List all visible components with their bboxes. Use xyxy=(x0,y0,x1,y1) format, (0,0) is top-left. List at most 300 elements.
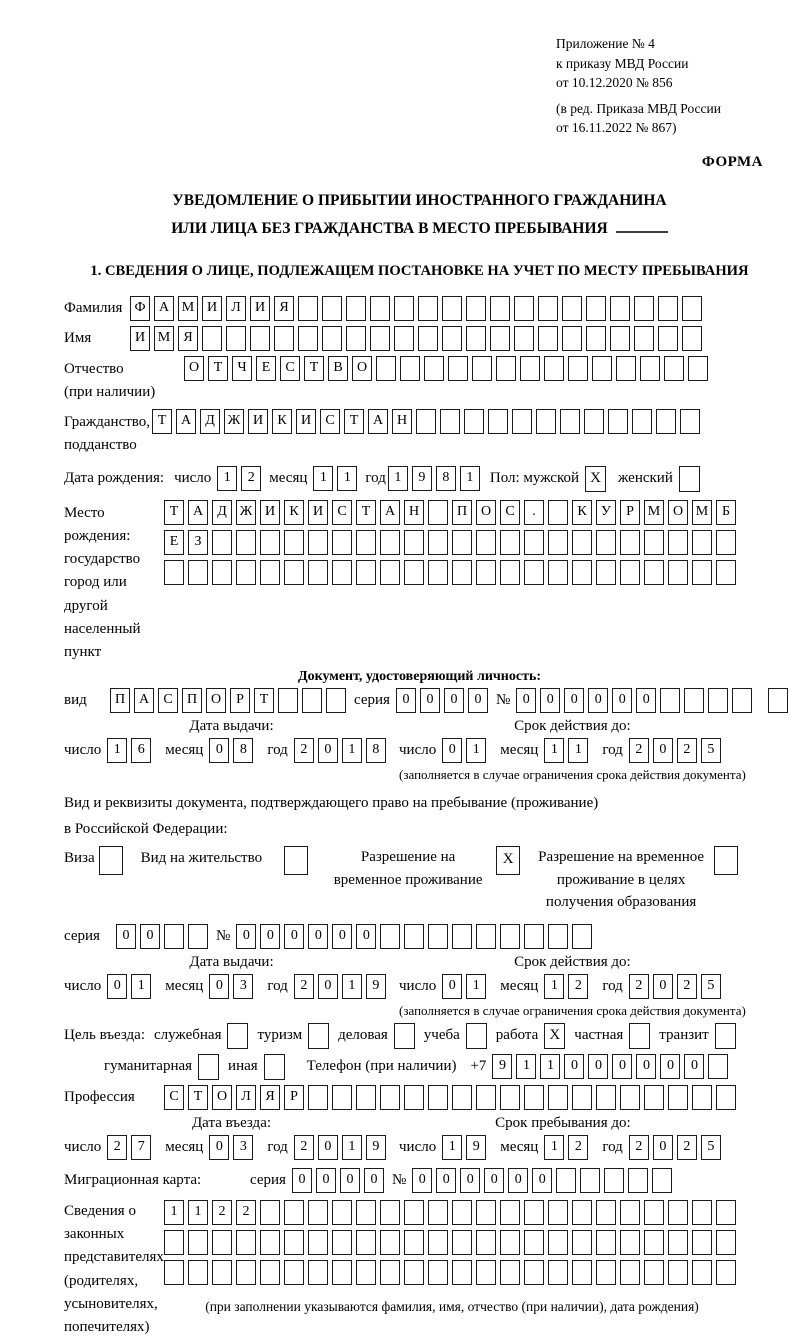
temp-residence-checkbox[interactable]: X xyxy=(496,846,520,875)
residence-number-cell[interactable]: 0 xyxy=(260,924,280,949)
representative-cell[interactable] xyxy=(164,1260,184,1285)
representative-cell[interactable] xyxy=(620,1260,640,1285)
firstname-cell[interactable] xyxy=(610,326,630,351)
form-cell[interactable]: 0 xyxy=(653,974,673,999)
doc-kind-cell[interactable]: П xyxy=(182,688,202,713)
doc-kind-cell[interactable]: Р xyxy=(230,688,250,713)
doc-number-cell[interactable]: 0 xyxy=(564,688,584,713)
representative-cell[interactable] xyxy=(260,1230,280,1255)
patronymic-cell[interactable] xyxy=(448,356,468,381)
form-cell[interactable]: 0 xyxy=(318,1135,338,1160)
representative-cell[interactable] xyxy=(260,1200,280,1225)
firstname-cell[interactable]: Я xyxy=(178,326,198,351)
birthplace-cell[interactable]: М xyxy=(644,500,664,525)
representative-cell[interactable] xyxy=(596,1200,616,1225)
firstname-cell[interactable] xyxy=(658,326,678,351)
doc-kind-cell[interactable]: А xyxy=(134,688,154,713)
form-cell[interactable]: 1 xyxy=(342,974,362,999)
doc-series-cell[interactable]: 0 xyxy=(444,688,464,713)
patronymic-cell[interactable] xyxy=(472,356,492,381)
form-cell[interactable]: 9 xyxy=(366,974,386,999)
representative-cell[interactable] xyxy=(428,1260,448,1285)
surname-cell[interactable] xyxy=(610,296,630,321)
doc-number-cell[interactable]: 0 xyxy=(516,688,536,713)
patronymic-cell[interactable]: Т xyxy=(208,356,228,381)
residence-series-cell[interactable] xyxy=(164,924,184,949)
residence-number-cell[interactable]: 0 xyxy=(284,924,304,949)
representative-cell[interactable] xyxy=(524,1230,544,1255)
profession-cell[interactable] xyxy=(332,1085,352,1110)
form-cell[interactable]: 1 xyxy=(131,974,151,999)
doc-series-cell[interactable]: 0 xyxy=(420,688,440,713)
form-cell[interactable]: 2 xyxy=(294,1135,314,1160)
birthplace-cell[interactable] xyxy=(500,560,520,585)
surname-cell[interactable] xyxy=(394,296,414,321)
migration-number-cell[interactable] xyxy=(604,1168,624,1193)
representative-cell[interactable] xyxy=(524,1260,544,1285)
form-cell[interactable]: 9 xyxy=(366,1135,386,1160)
birthplace-cell[interactable] xyxy=(308,560,328,585)
form-cell[interactable]: 2 xyxy=(677,738,697,763)
birthplace-cell[interactable]: Д xyxy=(212,500,232,525)
profession-cell[interactable] xyxy=(596,1085,616,1110)
phone-cell[interactable]: 0 xyxy=(588,1054,608,1079)
representative-cell[interactable] xyxy=(500,1200,520,1225)
form-cell[interactable]: 1 xyxy=(544,974,564,999)
patronymic-cell[interactable] xyxy=(400,356,420,381)
surname-cell[interactable] xyxy=(658,296,678,321)
doc-series-cell[interactable]: 0 xyxy=(468,688,488,713)
form-cell[interactable]: 5 xyxy=(701,1135,721,1160)
firstname-cell[interactable] xyxy=(634,326,654,351)
form-cell[interactable]: 2 xyxy=(677,1135,697,1160)
migration-series-cell[interactable]: 0 xyxy=(292,1168,312,1193)
representative-cell[interactable] xyxy=(500,1260,520,1285)
profession-cell[interactable] xyxy=(716,1085,736,1110)
birthplace-cell[interactable]: . xyxy=(524,500,544,525)
phone-cell[interactable]: 0 xyxy=(660,1054,680,1079)
migration-number-cell[interactable] xyxy=(628,1168,648,1193)
birthplace-cell[interactable]: Т xyxy=(164,500,184,525)
surname-cell[interactable]: А xyxy=(154,296,174,321)
birthplace-cell[interactable] xyxy=(356,530,376,555)
representative-cell[interactable] xyxy=(452,1260,472,1285)
citizenship-cell[interactable]: А xyxy=(368,409,388,434)
surname-cell[interactable]: М xyxy=(178,296,198,321)
residence-number-cell[interactable]: 0 xyxy=(332,924,352,949)
birthplace-cell[interactable]: Н xyxy=(404,500,424,525)
surname-cell[interactable] xyxy=(346,296,366,321)
citizenship-cell[interactable]: Д xyxy=(200,409,220,434)
doc-kind-cell[interactable]: П xyxy=(110,688,130,713)
birthplace-cell[interactable] xyxy=(524,560,544,585)
firstname-cell[interactable]: М xyxy=(154,326,174,351)
form-cell[interactable]: 2 xyxy=(629,738,649,763)
representative-cell[interactable] xyxy=(692,1200,712,1225)
patronymic-cell[interactable] xyxy=(424,356,444,381)
doc-kind-cell[interactable]: Т xyxy=(254,688,274,713)
profession-cell[interactable] xyxy=(548,1085,568,1110)
representative-cell[interactable] xyxy=(524,1200,544,1225)
form-cell[interactable]: 8 xyxy=(366,738,386,763)
purpose-transit-checkbox[interactable] xyxy=(715,1023,736,1049)
form-cell[interactable]: 1 xyxy=(568,738,588,763)
birthplace-cell[interactable]: Е xyxy=(164,530,184,555)
doc-number-cell[interactable]: 0 xyxy=(588,688,608,713)
representative-cell[interactable] xyxy=(164,1230,184,1255)
birthplace-cell[interactable] xyxy=(452,530,472,555)
birth-year-cell[interactable]: 1 xyxy=(388,466,408,491)
phone-cell[interactable]: 9 xyxy=(492,1054,512,1079)
residence-number-cell[interactable] xyxy=(572,924,592,949)
representative-cell[interactable] xyxy=(572,1260,592,1285)
residence-permit-checkbox[interactable] xyxy=(284,846,308,875)
form-cell[interactable]: 1 xyxy=(544,738,564,763)
birthplace-cell[interactable] xyxy=(500,530,520,555)
form-cell[interactable]: 0 xyxy=(107,974,127,999)
birthplace-cell[interactable] xyxy=(332,530,352,555)
citizenship-cell[interactable]: С xyxy=(320,409,340,434)
form-cell[interactable]: 1 xyxy=(466,738,486,763)
purpose-private-checkbox[interactable] xyxy=(629,1023,650,1049)
migration-number-cell[interactable]: 0 xyxy=(532,1168,552,1193)
citizenship-cell[interactable] xyxy=(656,409,676,434)
birthplace-cell[interactable]: Т xyxy=(356,500,376,525)
representative-cell[interactable] xyxy=(644,1260,664,1285)
form-cell[interactable]: 0 xyxy=(209,974,229,999)
representative-cell[interactable] xyxy=(596,1230,616,1255)
citizenship-cell[interactable]: Ж xyxy=(224,409,244,434)
profession-cell[interactable] xyxy=(692,1085,712,1110)
birth-month-cell[interactable]: 1 xyxy=(313,466,333,491)
form-cell[interactable]: 0 xyxy=(209,1135,229,1160)
firstname-cell[interactable] xyxy=(466,326,486,351)
representative-cell[interactable] xyxy=(572,1230,592,1255)
representative-cell[interactable] xyxy=(260,1260,280,1285)
representative-cell[interactable] xyxy=(212,1230,232,1255)
profession-cell[interactable] xyxy=(356,1085,376,1110)
representative-cell[interactable] xyxy=(428,1230,448,1255)
representative-cell[interactable] xyxy=(620,1230,640,1255)
birthplace-cell[interactable] xyxy=(548,500,568,525)
representative-cell[interactable] xyxy=(476,1200,496,1225)
firstname-cell[interactable] xyxy=(370,326,390,351)
form-cell[interactable]: 9 xyxy=(466,1135,486,1160)
citizenship-cell[interactable] xyxy=(584,409,604,434)
residence-number-cell[interactable]: 0 xyxy=(356,924,376,949)
doc-number-cell[interactable] xyxy=(732,688,752,713)
birthplace-cell[interactable] xyxy=(548,530,568,555)
citizenship-cell[interactable] xyxy=(464,409,484,434)
residence-number-cell[interactable] xyxy=(524,924,544,949)
patronymic-cell[interactable] xyxy=(616,356,636,381)
residence-number-cell[interactable] xyxy=(548,924,568,949)
birthplace-cell[interactable] xyxy=(572,530,592,555)
surname-cell[interactable] xyxy=(538,296,558,321)
doc-number-cell[interactable] xyxy=(684,688,704,713)
surname-cell[interactable] xyxy=(634,296,654,321)
birthplace-cell[interactable]: А xyxy=(188,500,208,525)
representative-cell[interactable]: 1 xyxy=(164,1200,184,1225)
birthplace-cell[interactable] xyxy=(644,530,664,555)
birthplace-cell[interactable] xyxy=(620,530,640,555)
representative-cell[interactable] xyxy=(380,1200,400,1225)
profession-cell[interactable] xyxy=(620,1085,640,1110)
phone-cell[interactable] xyxy=(708,1054,728,1079)
citizenship-cell[interactable]: Т xyxy=(344,409,364,434)
migration-series-cell[interactable]: 0 xyxy=(316,1168,336,1193)
surname-cell[interactable] xyxy=(418,296,438,321)
doc-number-cell[interactable] xyxy=(660,688,680,713)
birthplace-cell[interactable]: О xyxy=(668,500,688,525)
firstname-cell[interactable] xyxy=(226,326,246,351)
patronymic-cell[interactable] xyxy=(376,356,396,381)
birthplace-cell[interactable]: П xyxy=(452,500,472,525)
phone-cell[interactable]: 0 xyxy=(612,1054,632,1079)
representative-cell[interactable] xyxy=(428,1200,448,1225)
form-cell[interactable]: 1 xyxy=(466,974,486,999)
representative-cell[interactable] xyxy=(284,1260,304,1285)
doc-kind-cell[interactable]: С xyxy=(158,688,178,713)
birthplace-cell[interactable] xyxy=(668,560,688,585)
representative-cell[interactable] xyxy=(380,1260,400,1285)
form-cell[interactable]: 1 xyxy=(342,1135,362,1160)
residence-series-cell[interactable]: 0 xyxy=(140,924,160,949)
firstname-cell[interactable] xyxy=(514,326,534,351)
birthplace-cell[interactable]: З xyxy=(188,530,208,555)
migration-number-cell[interactable]: 0 xyxy=(436,1168,456,1193)
residence-number-cell[interactable] xyxy=(380,924,400,949)
visa-checkbox[interactable] xyxy=(99,846,123,875)
form-cell[interactable]: 0 xyxy=(318,738,338,763)
form-cell[interactable]: 5 xyxy=(701,738,721,763)
residence-number-cell[interactable]: 0 xyxy=(236,924,256,949)
firstname-cell[interactable] xyxy=(586,326,606,351)
birthplace-cell[interactable]: К xyxy=(572,500,592,525)
birthplace-cell[interactable]: Ж xyxy=(236,500,256,525)
representative-cell[interactable] xyxy=(188,1260,208,1285)
representative-cell[interactable] xyxy=(716,1230,736,1255)
form-cell[interactable]: 3 xyxy=(233,1135,253,1160)
representative-cell[interactable] xyxy=(284,1200,304,1225)
residence-series-cell[interactable] xyxy=(188,924,208,949)
profession-cell[interactable] xyxy=(500,1085,520,1110)
purpose-study-checkbox[interactable] xyxy=(466,1023,487,1049)
birthplace-cell[interactable]: И xyxy=(308,500,328,525)
birthplace-cell[interactable] xyxy=(692,530,712,555)
citizenship-cell[interactable] xyxy=(608,409,628,434)
citizenship-cell[interactable] xyxy=(536,409,556,434)
residence-number-cell[interactable]: 0 xyxy=(308,924,328,949)
form-cell[interactable]: 3 xyxy=(233,974,253,999)
phone-cell[interactable]: 0 xyxy=(684,1054,704,1079)
birth-day-cell[interactable]: 2 xyxy=(241,466,261,491)
birth-year-cell[interactable]: 8 xyxy=(436,466,456,491)
form-cell[interactable]: 0 xyxy=(318,974,338,999)
representative-cell[interactable] xyxy=(500,1230,520,1255)
birthplace-cell[interactable] xyxy=(404,560,424,585)
profession-cell[interactable] xyxy=(524,1085,544,1110)
form-cell[interactable]: 2 xyxy=(629,1135,649,1160)
patronymic-cell[interactable] xyxy=(592,356,612,381)
citizenship-cell[interactable]: Н xyxy=(392,409,412,434)
citizenship-cell[interactable]: А xyxy=(176,409,196,434)
birthplace-cell[interactable] xyxy=(524,530,544,555)
patronymic-cell[interactable] xyxy=(640,356,660,381)
profession-cell[interactable]: Р xyxy=(284,1085,304,1110)
patronymic-cell[interactable] xyxy=(568,356,588,381)
patronymic-cell[interactable]: Т xyxy=(304,356,324,381)
representative-cell[interactable] xyxy=(716,1200,736,1225)
residence-series-cell[interactable]: 0 xyxy=(116,924,136,949)
birthplace-cell[interactable] xyxy=(596,560,616,585)
birthplace-cell[interactable]: М xyxy=(692,500,712,525)
representative-cell[interactable] xyxy=(356,1200,376,1225)
firstname-cell[interactable] xyxy=(490,326,510,351)
profession-cell[interactable] xyxy=(644,1085,664,1110)
citizenship-cell[interactable]: К xyxy=(272,409,292,434)
profession-cell[interactable]: Л xyxy=(236,1085,256,1110)
surname-cell[interactable]: Я xyxy=(274,296,294,321)
citizenship-cell[interactable]: И xyxy=(248,409,268,434)
citizenship-cell[interactable]: Т xyxy=(152,409,172,434)
representative-cell[interactable] xyxy=(188,1230,208,1255)
phone-cell[interactable]: 1 xyxy=(540,1054,560,1079)
birthplace-cell[interactable] xyxy=(476,560,496,585)
surname-cell[interactable] xyxy=(298,296,318,321)
representative-cell[interactable] xyxy=(668,1230,688,1255)
birthplace-cell[interactable]: У xyxy=(596,500,616,525)
representative-cell[interactable] xyxy=(596,1260,616,1285)
firstname-cell[interactable] xyxy=(250,326,270,351)
phone-cell[interactable]: 0 xyxy=(636,1054,656,1079)
representative-cell[interactable]: 2 xyxy=(212,1200,232,1225)
birthplace-cell[interactable] xyxy=(236,560,256,585)
birthplace-cell[interactable] xyxy=(284,530,304,555)
birthplace-cell[interactable]: И xyxy=(260,500,280,525)
form-cell[interactable]: 0 xyxy=(442,974,462,999)
migration-number-cell[interactable] xyxy=(556,1168,576,1193)
birthplace-cell[interactable]: О xyxy=(476,500,496,525)
representative-cell[interactable] xyxy=(308,1230,328,1255)
doc-series-cell[interactable]: 0 xyxy=(396,688,416,713)
form-cell[interactable]: 6 xyxy=(131,738,151,763)
representative-cell[interactable] xyxy=(548,1230,568,1255)
representative-cell[interactable] xyxy=(572,1200,592,1225)
profession-cell[interactable] xyxy=(572,1085,592,1110)
form-cell[interactable]: 0 xyxy=(209,738,229,763)
citizenship-cell[interactable] xyxy=(488,409,508,434)
birthplace-cell[interactable] xyxy=(572,560,592,585)
migration-number-cell[interactable]: 0 xyxy=(412,1168,432,1193)
patronymic-cell[interactable]: О xyxy=(352,356,372,381)
birthplace-cell[interactable] xyxy=(188,560,208,585)
doc-kind-cell[interactable] xyxy=(326,688,346,713)
representative-cell[interactable] xyxy=(476,1260,496,1285)
birthplace-cell[interactable] xyxy=(380,530,400,555)
patronymic-cell[interactable]: Ч xyxy=(232,356,252,381)
firstname-cell[interactable] xyxy=(562,326,582,351)
birthplace-cell[interactable] xyxy=(356,560,376,585)
form-cell[interactable]: 0 xyxy=(653,738,673,763)
form-cell[interactable]: 2 xyxy=(629,974,649,999)
purpose-tourism-checkbox[interactable] xyxy=(308,1023,329,1049)
birth-month-cell[interactable]: 1 xyxy=(337,466,357,491)
purpose-humanitarian-checkbox[interactable] xyxy=(198,1054,219,1080)
representative-cell[interactable] xyxy=(332,1230,352,1255)
form-cell[interactable]: 0 xyxy=(442,738,462,763)
migration-number-cell[interactable] xyxy=(652,1168,672,1193)
profession-cell[interactable]: О xyxy=(212,1085,232,1110)
form-cell[interactable]: 2 xyxy=(294,974,314,999)
representative-cell[interactable] xyxy=(476,1230,496,1255)
birth-year-cell[interactable]: 1 xyxy=(460,466,480,491)
residence-number-cell[interactable] xyxy=(452,924,472,949)
form-cell[interactable]: 2 xyxy=(294,738,314,763)
doc-kind-cell[interactable]: О xyxy=(206,688,226,713)
profession-cell[interactable] xyxy=(404,1085,424,1110)
surname-cell[interactable]: Л xyxy=(226,296,246,321)
citizenship-cell[interactable] xyxy=(416,409,436,434)
representative-cell[interactable] xyxy=(548,1200,568,1225)
birthplace-cell[interactable] xyxy=(428,500,448,525)
firstname-cell[interactable] xyxy=(346,326,366,351)
birthplace-cell[interactable] xyxy=(428,530,448,555)
profession-cell[interactable]: С xyxy=(164,1085,184,1110)
representative-cell[interactable] xyxy=(236,1260,256,1285)
sex-male-checkbox[interactable]: X xyxy=(585,466,606,492)
surname-cell[interactable] xyxy=(370,296,390,321)
representative-cell[interactable] xyxy=(644,1200,664,1225)
birth-year-cell[interactable]: 9 xyxy=(412,466,432,491)
representative-cell[interactable] xyxy=(212,1260,232,1285)
firstname-cell[interactable] xyxy=(682,326,702,351)
representative-cell[interactable] xyxy=(404,1260,424,1285)
representative-cell[interactable] xyxy=(356,1230,376,1255)
representative-cell[interactable] xyxy=(332,1200,352,1225)
firstname-cell[interactable] xyxy=(538,326,558,351)
surname-cell[interactable] xyxy=(490,296,510,321)
profession-cell[interactable] xyxy=(476,1085,496,1110)
firstname-cell[interactable] xyxy=(394,326,414,351)
birthplace-cell[interactable] xyxy=(236,530,256,555)
citizenship-cell[interactable]: И xyxy=(296,409,316,434)
surname-cell[interactable] xyxy=(562,296,582,321)
patronymic-cell[interactable] xyxy=(664,356,684,381)
residence-number-cell[interactable] xyxy=(476,924,496,949)
form-cell[interactable]: 8 xyxy=(233,738,253,763)
birthplace-cell[interactable]: К xyxy=(284,500,304,525)
birthplace-cell[interactable] xyxy=(644,560,664,585)
patronymic-cell[interactable]: Е xyxy=(256,356,276,381)
form-cell[interactable]: 1 xyxy=(107,738,127,763)
birthplace-cell[interactable] xyxy=(212,530,232,555)
birthplace-cell[interactable] xyxy=(716,560,736,585)
birthplace-cell[interactable] xyxy=(164,560,184,585)
form-cell[interactable]: 2 xyxy=(568,974,588,999)
citizenship-cell[interactable] xyxy=(632,409,652,434)
firstname-cell[interactable] xyxy=(442,326,462,351)
birthplace-cell[interactable] xyxy=(428,560,448,585)
profession-cell[interactable]: Т xyxy=(188,1085,208,1110)
representative-cell[interactable] xyxy=(644,1230,664,1255)
residence-number-cell[interactable] xyxy=(500,924,520,949)
birthplace-cell[interactable] xyxy=(668,530,688,555)
firstname-cell[interactable] xyxy=(202,326,222,351)
birthplace-cell[interactable]: С xyxy=(500,500,520,525)
citizenship-cell[interactable] xyxy=(680,409,700,434)
birthplace-cell[interactable] xyxy=(692,560,712,585)
